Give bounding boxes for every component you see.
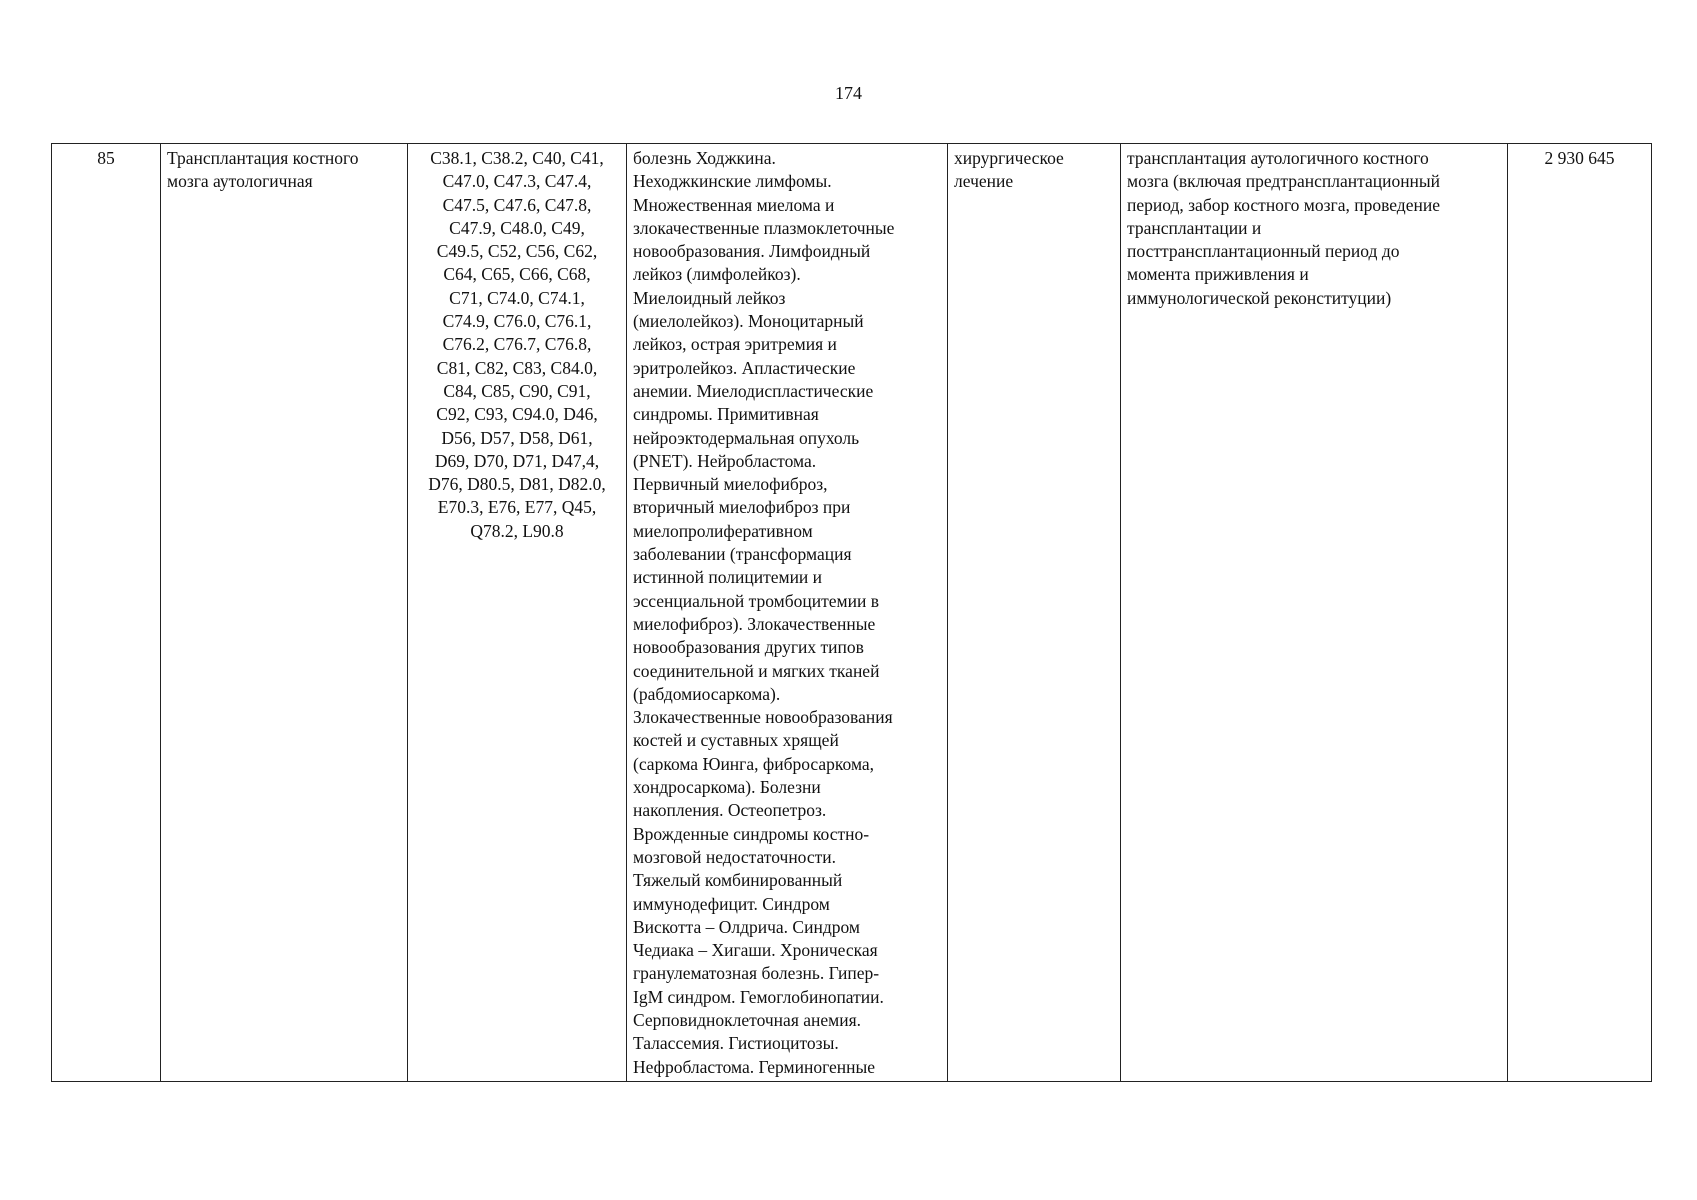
- text-line: C38.1, C38.2, C40, C41,: [430, 148, 604, 168]
- text-line: (рабдомиосаркома).: [633, 683, 781, 704]
- text-line: анемии. Миелодиспластические: [633, 380, 874, 401]
- text-line: IgM синдром. Гемоглобинопатии.: [633, 986, 884, 1007]
- text-line: лечение: [954, 171, 1014, 192]
- text-line: C81, C82, C83, C84.0,: [436, 357, 598, 378]
- table-row: [52, 144, 1652, 1082]
- text-line: соединительной и мягких тканей: [633, 660, 880, 681]
- text-line: хондросаркома). Болезни: [633, 777, 821, 798]
- text-line: миелофиброз). Злокачественные: [633, 613, 876, 634]
- procedure-name: [167, 147, 401, 194]
- text-line: лейкоз, острая эритремия и: [633, 334, 837, 355]
- text-line: болезнь Ходжкина.: [633, 148, 776, 168]
- text-line: C47.9, C48.0, C49,: [449, 217, 585, 238]
- text-line: трансплантации и: [1127, 217, 1262, 238]
- text-line: (PNET). Нейробластома.: [633, 450, 817, 471]
- text-line: (саркома Юинга, фибросаркома,: [633, 753, 875, 774]
- page-number: 174: [835, 83, 862, 103]
- text-line: Злокачественные новообразования: [633, 707, 893, 728]
- text-line: C47.5, C47.6, C47.8,: [442, 194, 592, 215]
- text-line: Нефробластома. Герминогенные: [633, 1056, 876, 1077]
- text-line: C84, C85, C90, C91,: [443, 380, 591, 401]
- text-line: D56, D57, D58, D61,: [441, 427, 593, 448]
- text-line: C74.9, C76.0, C76.1,: [442, 311, 592, 332]
- text-line: хирургическое: [954, 148, 1064, 168]
- text-line: C47.0, C47.3, C47.4,: [442, 171, 592, 192]
- text-line: вторичный миелофиброз при: [633, 497, 851, 518]
- text-line: C64, C65, C66, C68,: [443, 264, 591, 285]
- procedures-table: [51, 143, 1652, 1082]
- text-line: посттрансплантационный период до: [1127, 241, 1400, 262]
- text-line: Первичный миелофиброз,: [633, 474, 828, 495]
- diagnosis-text: [633, 147, 941, 1079]
- icd-codes-cell: [408, 144, 627, 1082]
- text-line: костей и суставных хрящей: [633, 730, 839, 751]
- text-line: C76.2, C76.7, C76.8,: [442, 334, 592, 355]
- text-line: Чедиака – Хигаши. Хроническая: [633, 940, 878, 961]
- text-line: Миелоидный лейкоз: [633, 287, 786, 308]
- text-line: C92, C93, C94.0, D46,: [436, 404, 598, 425]
- row-number: 85: [97, 148, 115, 168]
- text-line: C49.5, C52, C56, C62,: [436, 241, 598, 262]
- text-line: Трансплантация костного: [167, 148, 359, 168]
- text-line: Врожденные синдромы костно-: [633, 823, 870, 844]
- text-line: Неходжкинские лимфомы.: [633, 171, 832, 192]
- diagnosis-cell: [627, 144, 948, 1082]
- text-line: мозга (включая предтрансплантационный: [1127, 171, 1441, 192]
- icd-codes: [414, 147, 620, 543]
- text-line: истинной полицитемии и: [633, 567, 823, 588]
- row-number-cell: [52, 144, 161, 1082]
- text-line: заболевании (трансформация: [633, 544, 852, 565]
- text-line: миелопролиферативном: [633, 520, 813, 541]
- price-cell: [1508, 144, 1652, 1082]
- text-line: иммунологической реконституции): [1127, 287, 1392, 308]
- text-line: D69, D70, D71, D47,4,: [434, 450, 600, 471]
- text-line: гранулематозная болезнь. Гипер-: [633, 963, 880, 984]
- text-line: Q78.2, L90.8: [470, 520, 564, 541]
- treatment-type: [954, 147, 1114, 194]
- text-line: E70.3, E76, E77, Q45,: [437, 497, 597, 518]
- treatment-method: [1127, 147, 1501, 310]
- text-line: (миелолейкоз). Моноцитарный: [633, 311, 864, 332]
- text-line: момента приживления и: [1127, 264, 1309, 285]
- text-line: иммунодефицит. Синдром: [633, 893, 830, 914]
- text-line: нейроэктодермальная опухоль: [633, 427, 860, 448]
- text-line: эритролейкоз. Апластические: [633, 357, 856, 378]
- text-line: Тяжелый комбинированный: [633, 870, 843, 891]
- procedure-name-cell: [161, 144, 408, 1082]
- text-line: синдромы. Примитивная: [633, 404, 819, 425]
- text-line: мозга аутологичная: [167, 171, 313, 192]
- text-line: злокачественные плазмоклеточные: [633, 217, 895, 238]
- text-line: накопления. Остеопетроз.: [633, 800, 827, 821]
- treatment-method-cell: [1121, 144, 1508, 1082]
- text-line: эссенциальной тромбоцитемии в: [633, 590, 879, 611]
- text-line: период, забор костного мозга, проведение: [1127, 194, 1440, 215]
- text-line: лейкоз (лимфолейкоз).: [633, 264, 801, 285]
- text-line: новообразования. Лимфоидный: [633, 241, 871, 262]
- text-line: Талассемия. Гистиоцитозы.: [633, 1033, 839, 1054]
- text-line: мозговой недостаточности.: [633, 846, 837, 867]
- text-line: новообразования других типов: [633, 637, 864, 658]
- text-line: Множественная миелома и: [633, 194, 835, 215]
- text-line: D76, D80.5, D81, D82.0,: [428, 474, 606, 495]
- treatment-type-cell: [948, 144, 1121, 1082]
- text-line: трансплантация аутологичного костного: [1127, 148, 1429, 168]
- price: 2 930 645: [1544, 148, 1615, 168]
- text-line: Серповидноклеточная анемия.: [633, 1009, 862, 1030]
- text-line: Вискотта – Олдрича. Синдром: [633, 916, 860, 937]
- text-line: C71, C74.0, C74.1,: [449, 287, 585, 308]
